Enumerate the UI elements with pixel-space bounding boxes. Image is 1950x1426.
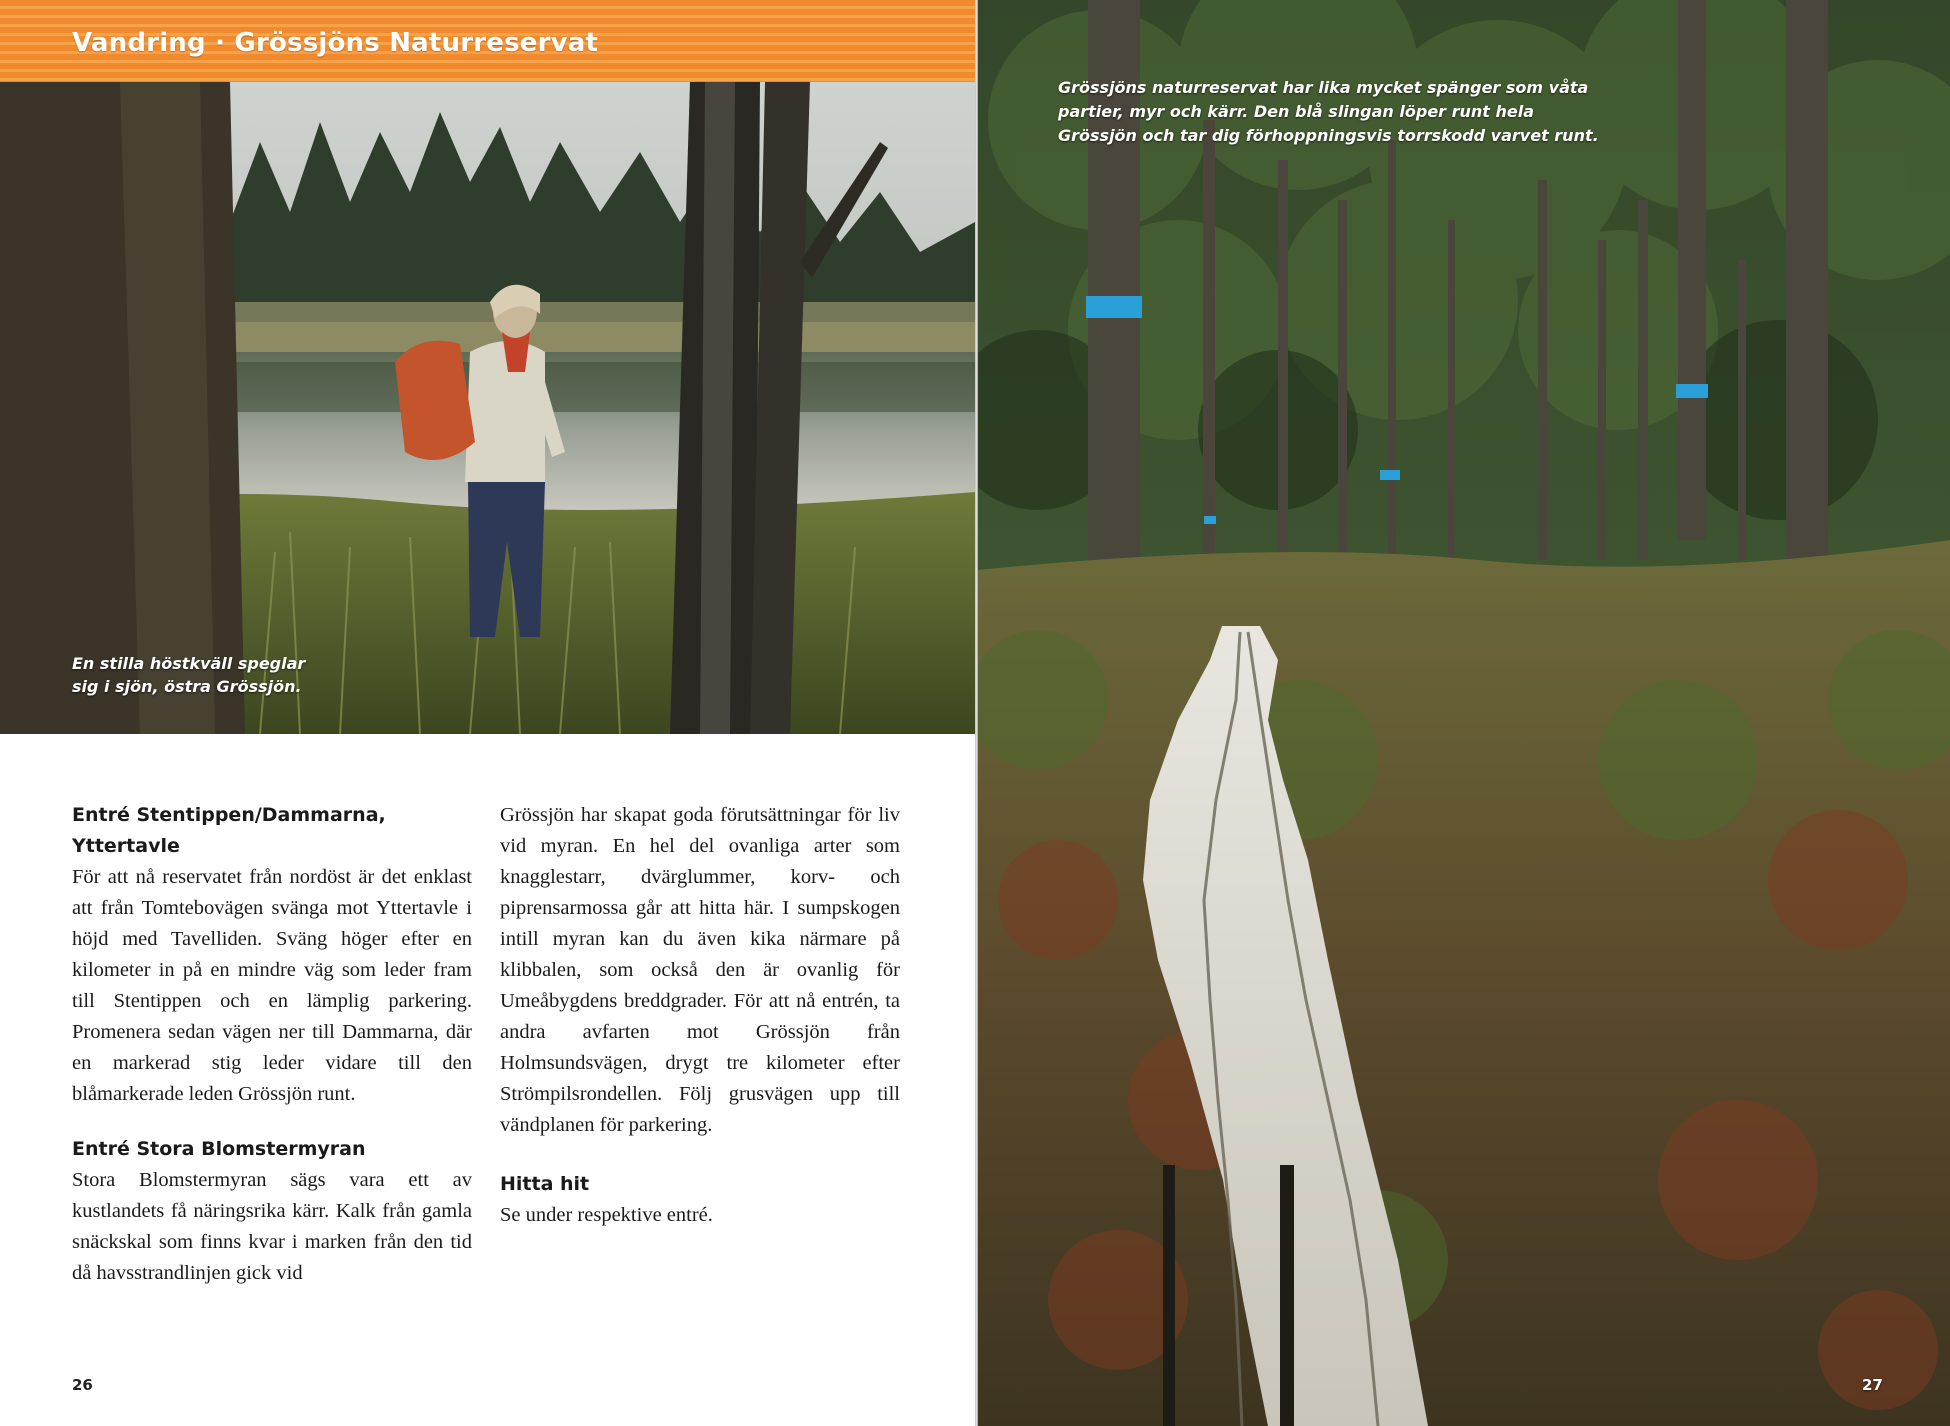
section-body-hitta-hit: Se under respektive entré. <box>500 1204 713 1226</box>
page-number-right: 27 <box>1862 1376 1883 1394</box>
section-body-continued: Grössjön har skapat goda förutsättningar för liv vid myran. En hel del ovanliga arter som knagglestarr, dvärglummer, korv- och piprensarmossa går att hitta här. I sumpskogen intill myran kan du även kika närmare på klibbalen, som också den är ovanlig för Umeåbygdens breddgrader. För att nå entrén, ta andra avfarten mot Grössjön från Holmsundsvägen, drygt tre kilometer efter Strömpilsrondellen. Följ grusvägen upp till vändplanen för parkering. <box>500 804 900 1136</box>
right-page-boardwalk-photo <box>978 0 1950 1426</box>
text-column-1 <box>72 800 472 1289</box>
page-title: Vandring · Grössjöns Naturreservat <box>72 28 599 58</box>
photo-caption-right: Grössjöns naturreservat har lika mycket spänger som våta partier, myr och kärr. Den blå slingan löper runt hela Grössjön och tar dig förhoppningsvis torrskodd varvet runt. <box>1058 78 1599 145</box>
lake-hiker-photo <box>0 82 975 734</box>
page-number-left: 26 <box>72 1376 93 1394</box>
section-body-blomstermyran: Stora Blomstermyran sägs vara ett av kustlandets få näringsrika kärr. Kalk från gamla snäckskal som finns kvar i marken från den tid då havsstrandlinjen gick vid <box>72 1169 472 1284</box>
lake-hiker-illustration <box>0 82 975 734</box>
text-column-2 <box>500 800 900 1231</box>
section-heading-blomstermyran: Entré Stora Blomstermyran <box>72 1138 366 1160</box>
section-heading-stentippen: Entré Stentippen/Dammarna, Yttertavle <box>72 804 386 857</box>
photo-caption-left: En stilla höstkväll speglar sig i sjön, östra Grössjön. <box>72 654 306 696</box>
boardwalk-forest-illustration <box>978 0 1950 1426</box>
section-body-stentippen: För att nå reservatet från nordöst är det enklast att från Tomtebovägen svänga mot Yttertavle i höjd med Tavelliden. Sväng höger efter en kilometer in på en mindre väg som leder fram till Stentippen och en lämplig parkering. Promenera sedan vägen ner till Dammarna, där en markerad stig leder vidare till den blåmarkerade leden Grössjön runt. <box>72 866 472 1105</box>
section-heading-hitta-hit: Hitta hit <box>500 1173 590 1195</box>
text-columns <box>72 800 902 1360</box>
